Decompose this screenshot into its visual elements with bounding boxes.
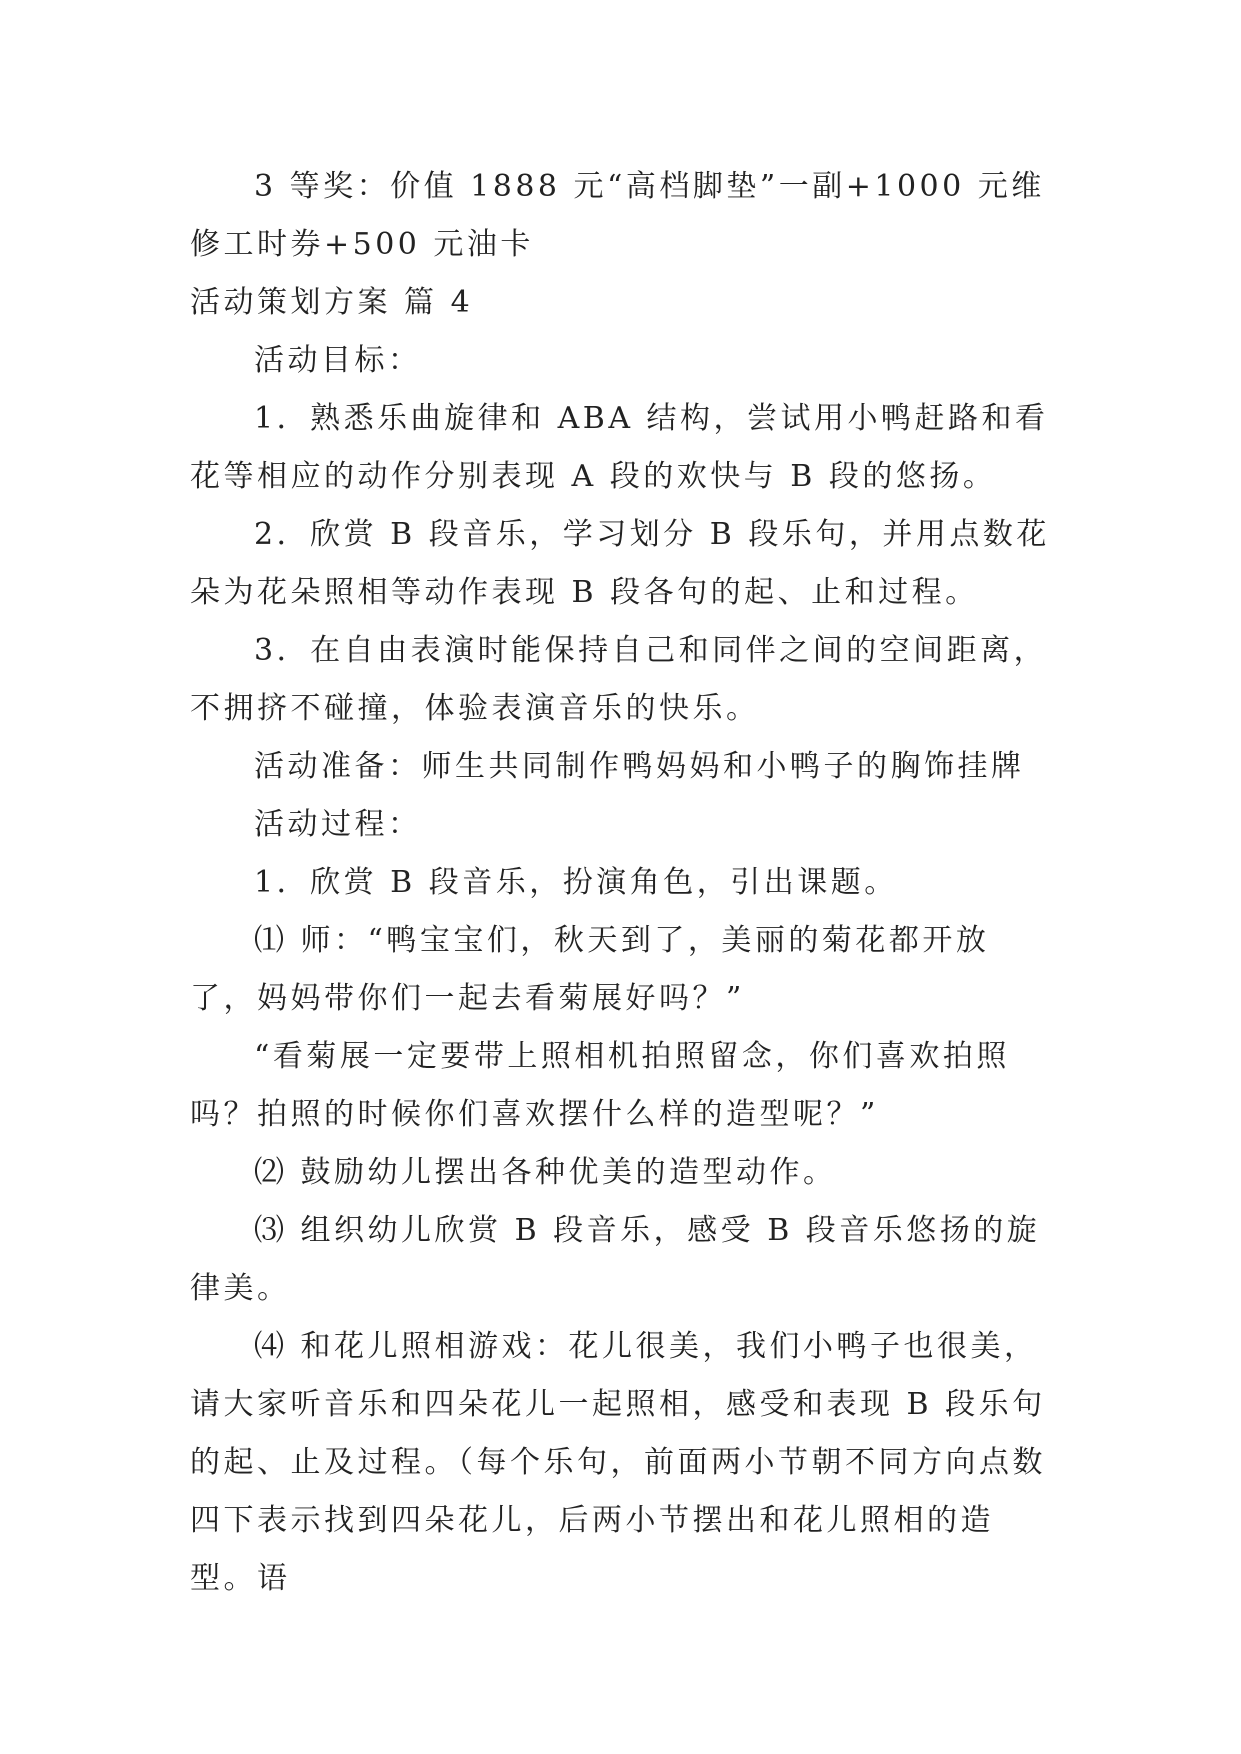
document-body bbox=[190, 158, 1050, 1608]
process-substep-4: ⑷ 和花儿照相游戏：花儿很美，我们小鸭子也很美，请大家听音乐和四朵花儿一起照相，感受和表现 B 段乐句的起、止及过程。（每个乐句，前面两小节朝不同方向点数四下表示找到四朵花儿，后两小节摆出和花儿照相的造型。语 bbox=[190, 1329, 1046, 1596]
goals-heading: 活动目标： bbox=[254, 343, 422, 378]
process-substep-2: ⑵ 鼓励幼儿摆出各种优美的造型动作。 bbox=[254, 1155, 837, 1190]
process-heading: 活动过程： bbox=[254, 807, 422, 842]
process-quote-paragraph: “看菊展一定要带上照相机拍照留念，你们喜欢拍照吗？拍照的时候你们喜欢摆什么样的造型呢？” bbox=[190, 1039, 1010, 1132]
section-heading: 活动策划方案 篇 4 bbox=[190, 285, 474, 320]
goal-item-3: 3．在自由表演时能保持自己和同伴之间的空间距离，不拥挤不碰撞，体验表演音乐的快乐。 bbox=[190, 633, 1048, 726]
goal-item-2: 2．欣赏 B 段音乐，学习划分 B 段乐句，并用点数花朵为花朵照相等动作表现 B 段各句的起、止和过程。 bbox=[190, 517, 1050, 610]
process-step-1: 1．欣赏 B 段音乐，扮演角色，引出课题。 bbox=[254, 865, 898, 900]
goal-item-1: 1．熟悉乐曲旋律和 ABA 结构，尝试用小鸭赶路和看花等相应的动作分别表现 A 段的欢快与 B 段的悠扬。 bbox=[190, 401, 1049, 494]
preparation-paragraph: 活动准备：师生共同制作鸭妈妈和小鸭子的胸饰挂牌 bbox=[254, 749, 1025, 784]
prize-third-paragraph: 3 等奖：价值 1888 元“高档脚垫”一副+1000 元维修工时券+500 元油卡 bbox=[190, 169, 1045, 262]
process-substep-1: ⑴ 师：“鸭宝宝们，秋天到了，美丽的菊花都开放了，妈妈带你们一起去看菊展好吗？” bbox=[190, 923, 990, 1016]
process-substep-3: ⑶ 组织幼儿欣赏 B 段音乐，感受 B 段音乐悠扬的旋律美。 bbox=[190, 1213, 1041, 1306]
